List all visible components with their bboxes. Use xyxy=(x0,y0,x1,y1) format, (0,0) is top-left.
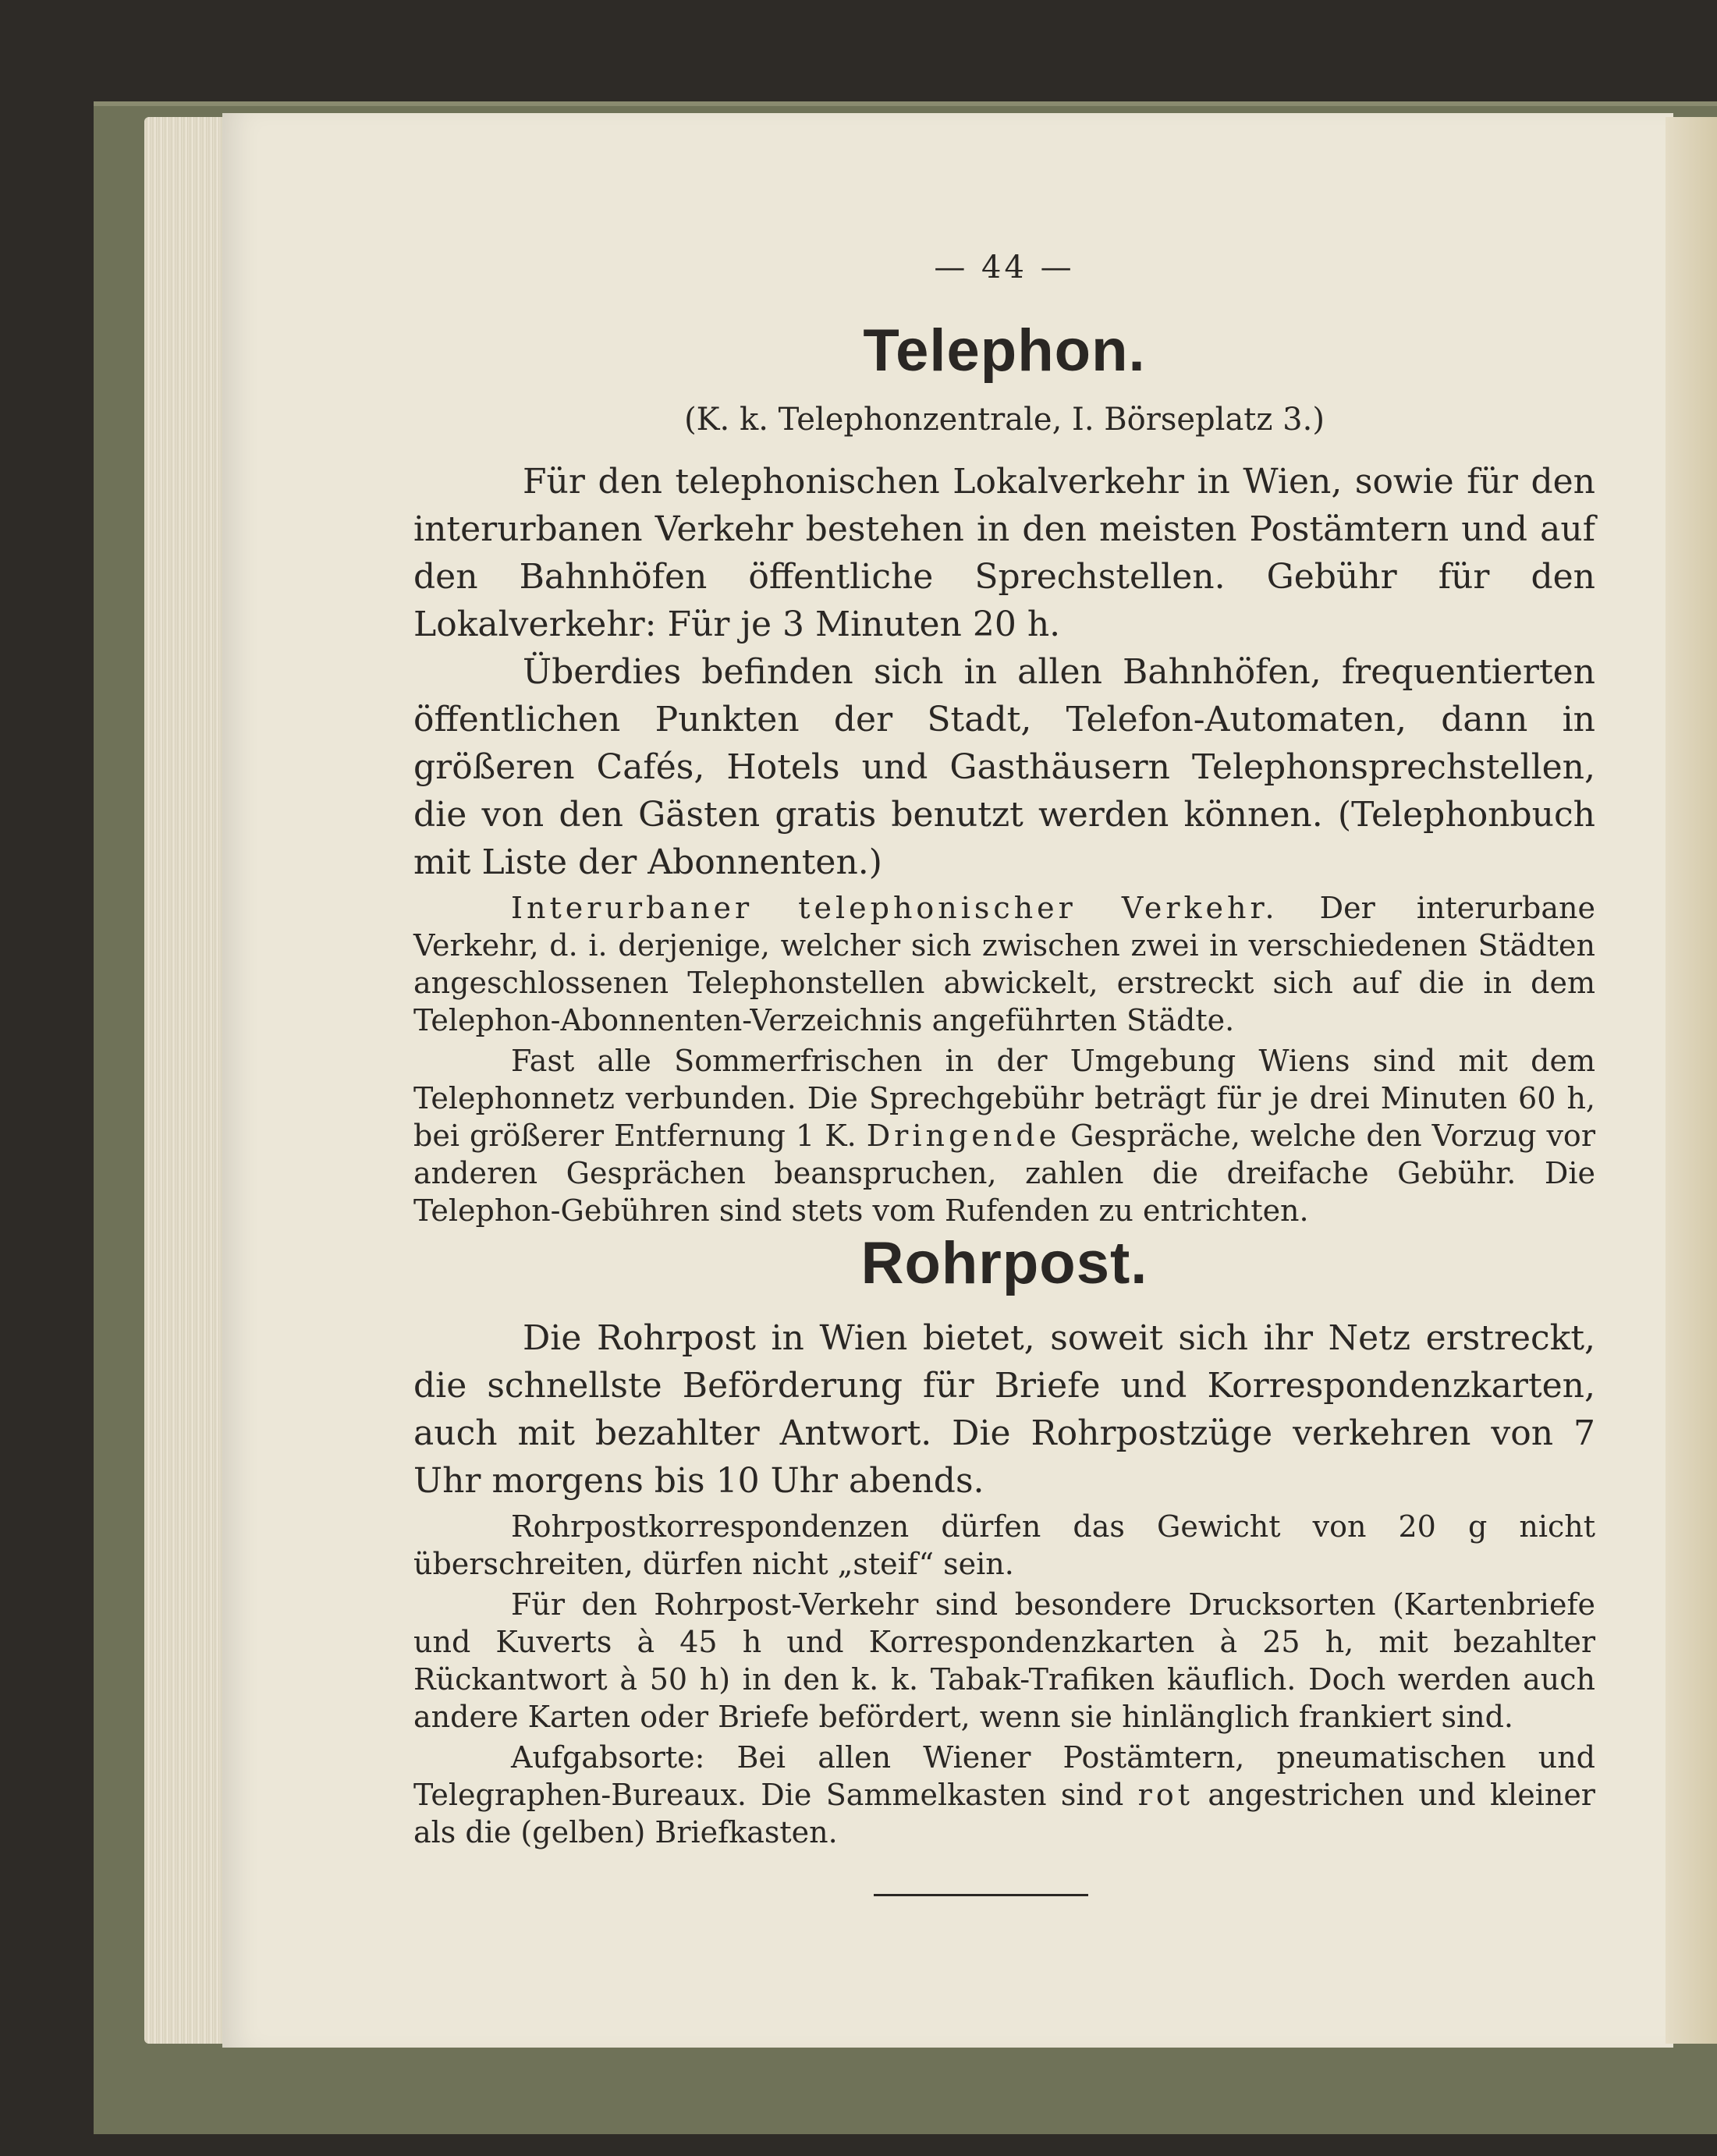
rohrpost-paragraph-3: Für den Rohrpost-Verkehr sind besondere Drucksorten (Kartenbriefe und Kuverts à 45 h und Korrespondenzkarten à 25 h, mit bezahlter Rückantwort à 50 h) in den k. k. Tabak-Trafiken käuflich. Doch werden auch andere Karten oder Briefe befördert, wenn sie hinlänglich frankiert sind. xyxy=(413,1587,1595,1734)
section-title-telephon: Telephon. xyxy=(863,317,1146,384)
rohrpost-p4-part-1: Aufgabsorte: Bei allen Wiener Postämtern, pneumatischen und Telegraphen-Bureaux. Die Sammelkasten sind xyxy=(413,1740,1595,1812)
telephon-p4-part-1: Fast alle Sommerfrischen in der Umgebung Wiens sind mit dem Telephonnetz verbunden. Die Sprechgebühr beträgt für je drei Minuten 60 h, bei größerer Entfernung 1 K. xyxy=(413,1044,1595,1153)
facing-page-edge xyxy=(1666,117,1717,2044)
interurban-text: Der interurbane Verkehr, d. i. derjenige, welcher sich zwischen zwei in verschiedenen Städten angeschlossenen Telephonstellen abwickelt, erstreckt sich auf die in dem Telephon-Abonnenten-Verzeichnis angeführten Städte. xyxy=(413,891,1595,1037)
rohrpost-paragraph-2: Rohrpostkorrespondenzen dürfen das Gewicht von 20 g nicht überschreiten, dürfen nicht „steif“ sein. xyxy=(413,1509,1595,1581)
rohrpost-p4-emphasis: rot xyxy=(1137,1778,1194,1812)
page-edges xyxy=(144,117,230,2044)
section-subtitle-telephon: (K. k. Telephonzentrale, I. Börseplatz 3.) xyxy=(684,402,1325,438)
telephon-p4-emphasis: Dringende xyxy=(866,1119,1061,1153)
end-rule xyxy=(874,1894,1088,1896)
interurban-heading: Interurbaner telephonischer Verkehr. xyxy=(511,891,1279,925)
rohrpost-p4-part-2: angestrichen und kleiner als die (gelben) Briefkasten. xyxy=(413,1778,1595,1849)
telephon-p4-part-2: Gespräche, welche den Vorzug vor anderen Gesprächen beanspruchen, zahlen die dreifache Gebühr. Die Telephon-Gebühren sind stets vom Rufenden zu entrichten. xyxy=(413,1119,1595,1228)
section-title-rohrpost: Rohrpost. xyxy=(860,1230,1148,1296)
rohrpost-paragraph-1: Die Rohrpost in Wien bietet, soweit sich ihr Netz erstreckt, die schnellste Beförderung für Briefe und Korrespondenzkarten, auch mit bezahlter Antwort. Die Rohrpostzüge verkehren von 7 Uhr morgens bis 10 Uhr abends. xyxy=(413,1318,1595,1501)
telephon-paragraph-3 xyxy=(413,889,1595,1039)
rohrpost-paragraph-4 xyxy=(413,1739,1595,1851)
telephon-paragraph-2: Überdies befinden sich in allen Bahnhöfen, frequentierten öffentlichen Punkten der Stadt, Telefon-Automaten, dann in größeren Cafés, Hotels und Gasthäusern Telephonsprechstellen, die von den Gästen gratis benutzt werden können. (Telephonbuch mit Liste der Abonnenten.) xyxy=(413,652,1595,882)
page-content xyxy=(413,250,1595,1851)
telephon-paragraph-1: Für den telephonischen Lokalverkehr in Wien, sowie für den interurbanen Verkehr bestehen in den meisten Postämtern und auf den Bahnhöfen öffentliche Sprechstellen. Gebühr für den Lokalverkehr: Für je 3 Minuten 20 h. xyxy=(413,462,1595,644)
telephon-paragraph-4 xyxy=(413,1042,1595,1229)
page-number: — 44 — xyxy=(934,250,1075,285)
